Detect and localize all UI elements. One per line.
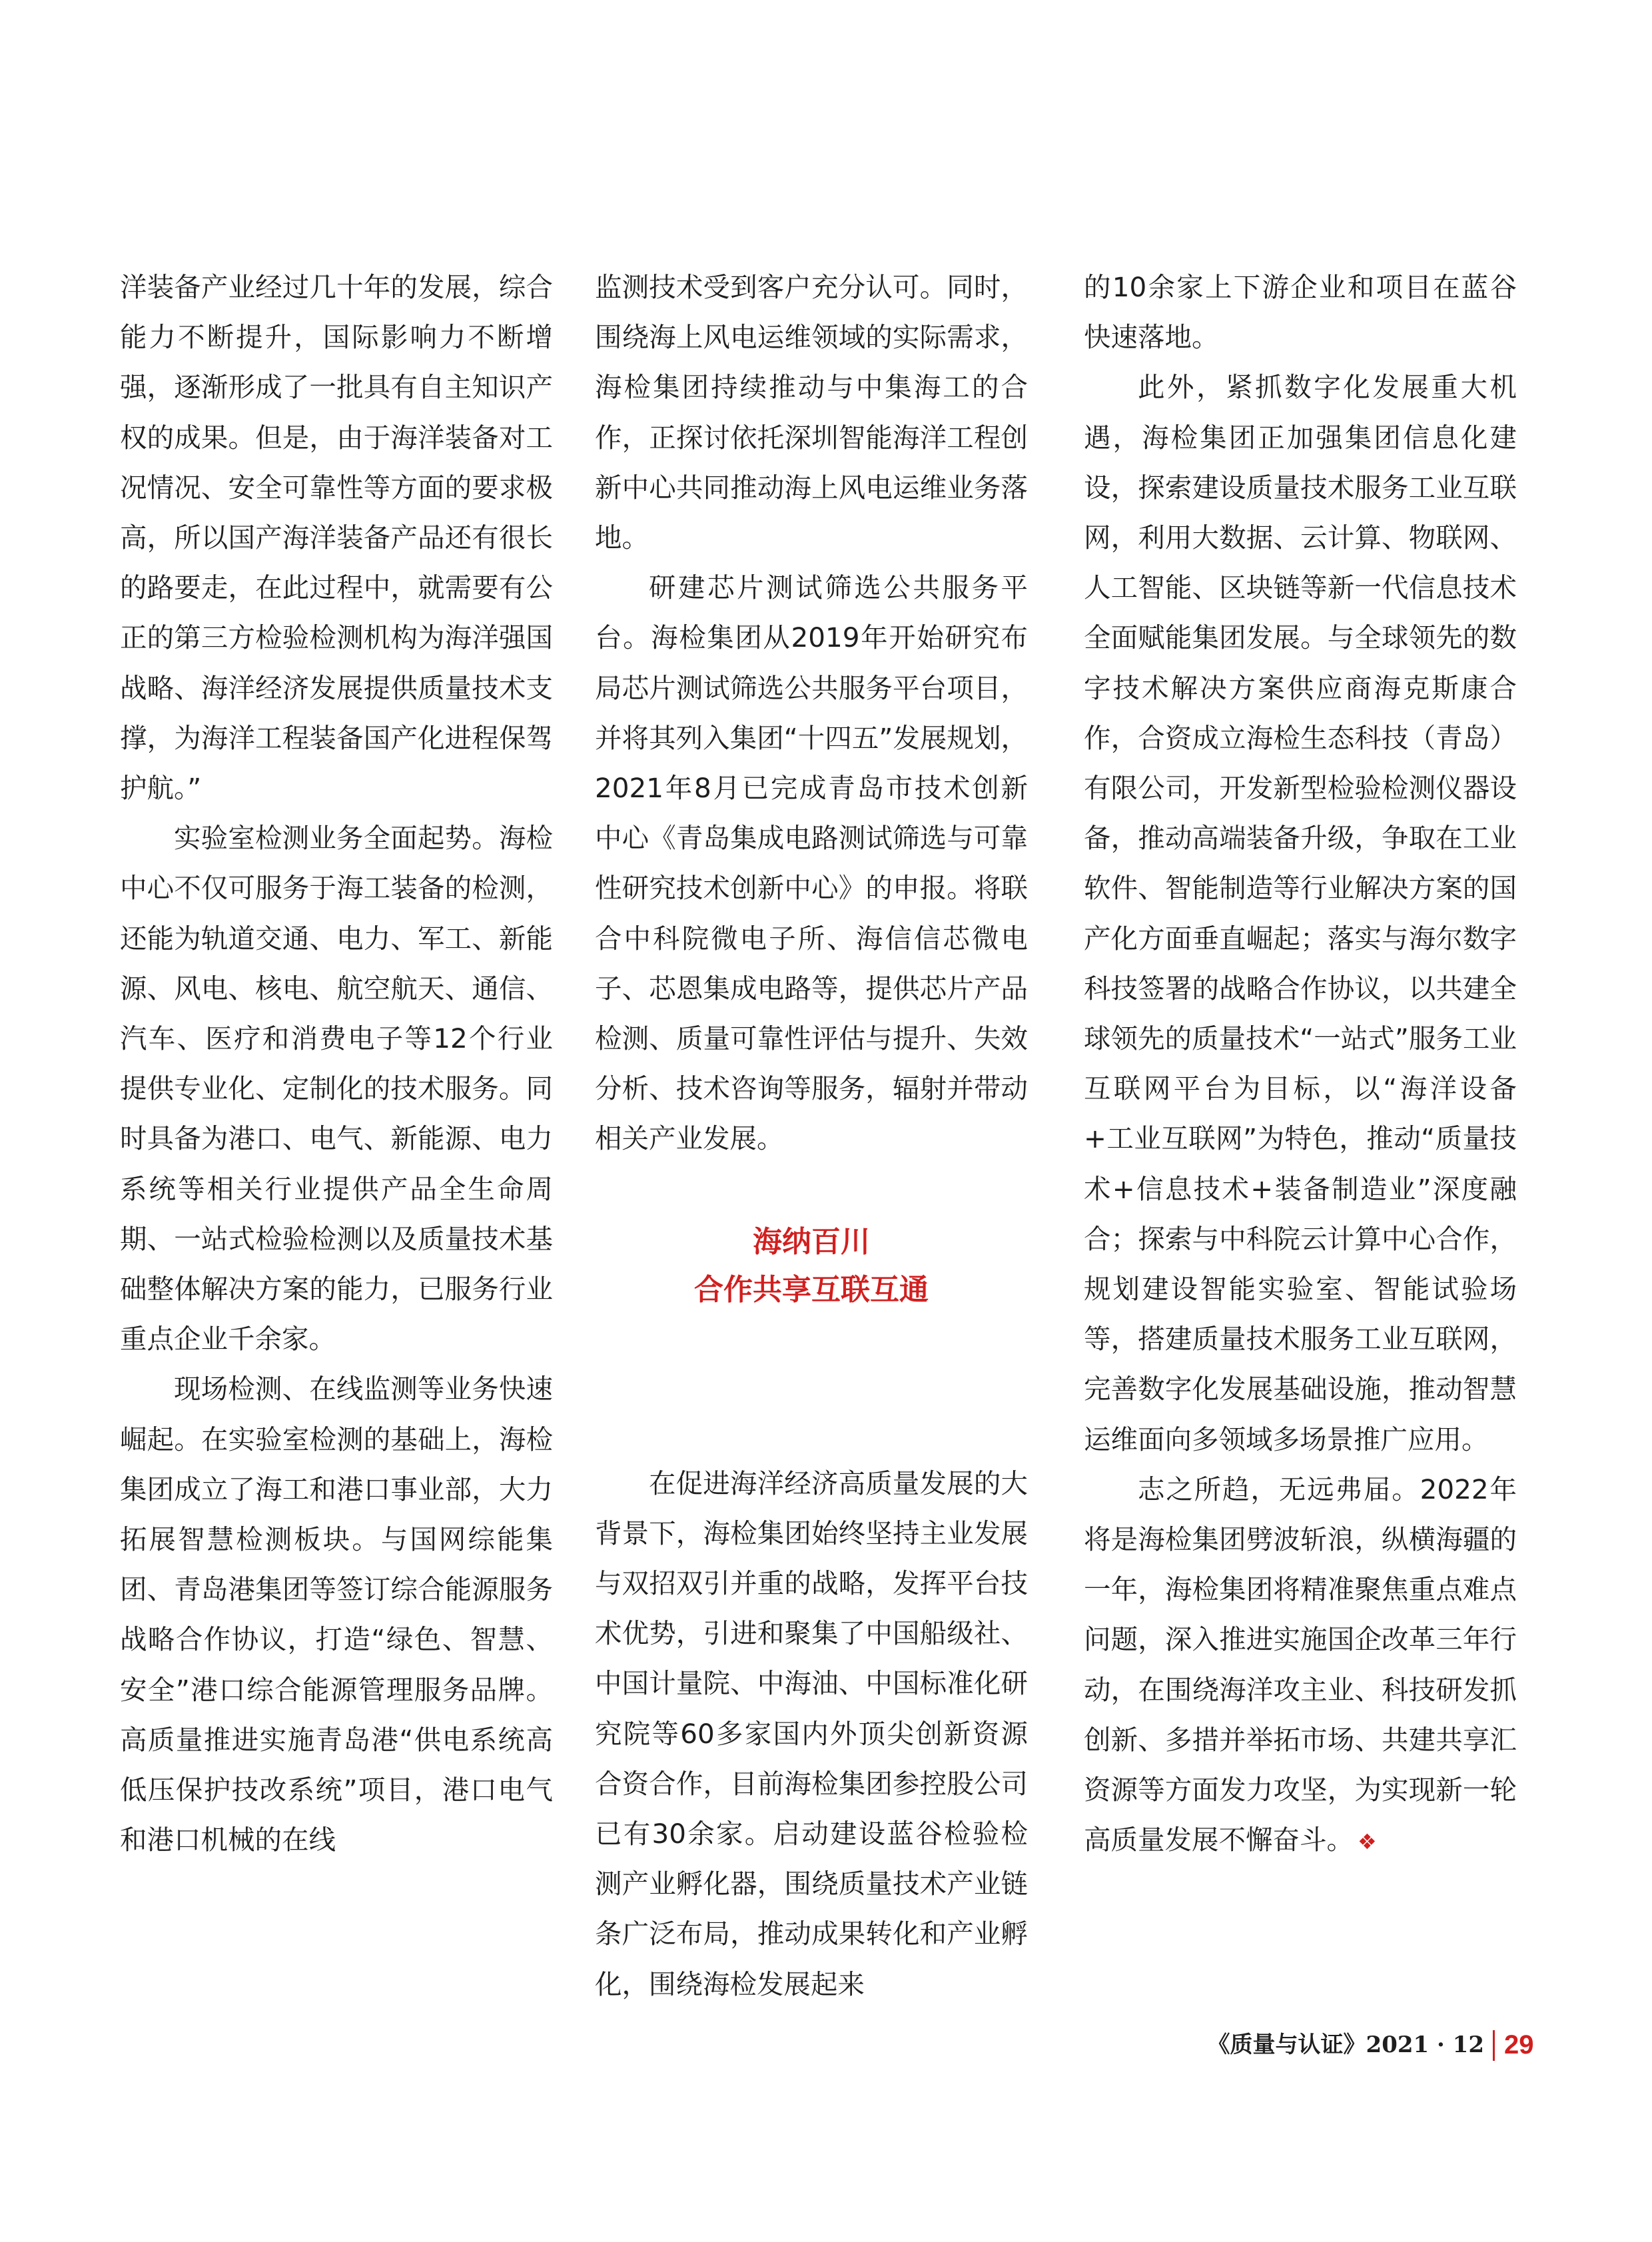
paragraph: 洋装备产业经过几十年的发展，综合能力不断提升，国际影响力不断增强，逐渐形成了一批具有自主知识产权的成果。但是，由于海洋装备对工况情况、安全可靠性等方面的要求极高，所以国产海洋装备产品还有很长的路要走，在此过程中，就需要有公正的第三方检验检测机构为海洋强国战略、海洋经济发展提供质量技术支撑，为海洋工程装备国产化进程保驾护航。” — [120, 271, 553, 805]
paragraph: 的10余家上下游企业和项目在蓝谷快速落地。 — [1084, 271, 1517, 354]
paragraph: 研建芯片测试筛选公共服务平台。海检集团从2019年开始研究布局芯片测试筛选公共服务平台项目，并将其列入集团“十四五”发展规划，2021年8月已完成青岛市技术创新中心《青岛集成电路测试筛选与可靠性研究技术创新中心》的申报。将联合中科院微电子所、海信信芯微电子、芯恩集成电路等，提供芯片产品检测、质量可靠性评估与提升、失效分析、技术咨询等服务，辐射并带动相关产业发展。 — [595, 571, 1028, 1155]
paragraph-text: 志之所趋，无远弗届。2022年将是海检集团劈波斩浪，纵横海疆的一年，海检集团将精准聚焦重点难点问题，深入推进实施国企改革三年行动，在围绕海洋攻主业、科技研发抓创新、多措并举拓市场、共建共享汇资源等方面发力攻坚，为实现新一轮高质量发展不懈奋斗。 — [1084, 1473, 1517, 1856]
journal-issue-label: 《质量与认证》2021 · 12 — [1207, 2032, 1484, 2058]
end-of-article-icon: ❖ — [1358, 1829, 1377, 1855]
subheading-line-1: 海纳百川 — [753, 1224, 870, 1259]
footer-divider — [1493, 2030, 1495, 2061]
article-column-2 — [595, 262, 1028, 2010]
page-footer — [0, 2025, 1652, 2065]
article-column-3 — [1084, 262, 1517, 1868]
section-subheading — [595, 1218, 1028, 1314]
paragraph: 在促进海洋经济高质量发展的大背景下，海检集团始终坚持主业发展与双招双引并重的战略，发挥平台技术优势，引进和聚集了中国船级社、中国计量院、中海油、中国标准化研究院等60多家国内外顶尖创新资源合资合作，目前海检集团参控股公司已有30余家。启动建设蓝谷检验检测产业孵化器，围绕质量技术产业链条广泛布局，推动成果转化和产业孵化，围绕海检发展起来 — [595, 1467, 1028, 2000]
paragraph: 实验室检测业务全面起势。海检中心不仅可服务于海工装备的检测，还能为轨道交通、电力、军工、新能源、风电、核电、航空航天、通信、汽车、医疗和消费电子等12个行业提供专业化、定制化的技术服务。同时具备为港口、电气、新能源、电力系统等相关行业提供产品全生命周期、一站式检验检测以及质量技术基础整体解决方案的能力，已服务行业重点企业千余家。 — [120, 822, 553, 1355]
subheading-line-2: 合作共享互联互通 — [694, 1272, 929, 1307]
paragraph-final — [1084, 1465, 1517, 1868]
page-number: 29 — [1504, 2030, 1534, 2059]
article-column-1 — [120, 262, 553, 1866]
paragraph: 监测技术受到客户充分认可。同时，围绕海上风电运维领域的实际需求，海检集团持续推动与中集海工的合作，正探讨依托深圳智能海洋工程创新中心共同推动海上风电运维业务落地。 — [595, 271, 1028, 554]
paragraph: 此外，紧抓数字化发展重大机遇，海检集团正加强集团信息化建设，探索建设质量技术服务工业互联网，利用大数据、云计算、物联网、人工智能、区块链等新一代信息技术全面赋能集团发展。与全球领先的数字技术解决方案供应商海克斯康合作，合资成立海检生态科技（青岛）有限公司，开发新型检验检测仪器设备，推动高端装备升级，争取在工业软件、智能制造等行业解决方案的国产化方面垂直崛起；落实与海尔数字科技签署的战略合作协议，以共建全球领先的质量技术“一站式”服务工业互联网平台为目标，以“海洋设备+工业互联网”为特色，推动“质量技术+信息技术+装备制造业”深度融合；探索与中科院云计算中心合作，规划建设智能实验室、智能试验场等，搭建质量技术服务工业互联网，完善数字化发展基础设施，推动智慧运维面向多领域多场景推广应用。 — [1084, 371, 1517, 1455]
paragraph: 现场检测、在线监测等业务快速崛起。在实验室检测的基础上，海检集团成立了海工和港口事业部，大力拓展智慧检测板块。与国网综能集团、青岛港集团等签订综合能源服务战略合作协议，打造“绿色、智慧、安全”港口综合能源管理服务品牌。高质量推进实施青岛港“供电系统高低压保护技改系统”项目，港口电气和港口机械的在线 — [120, 1373, 553, 1856]
